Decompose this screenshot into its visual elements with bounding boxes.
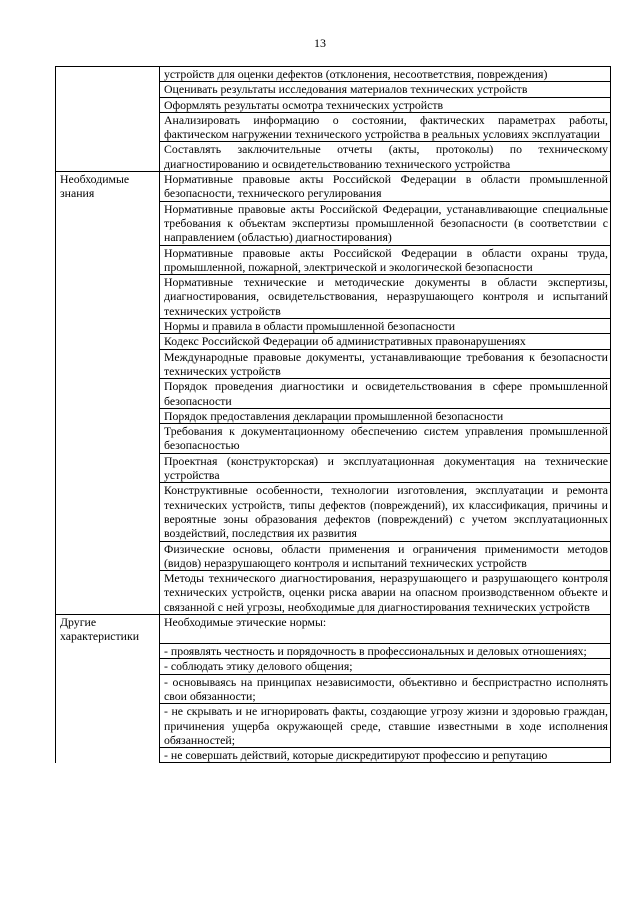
knowledge-item: Кодекс Российской Федерации об административных правонарушениях <box>160 334 611 349</box>
table-row <box>56 67 611 82</box>
table-body <box>56 67 611 763</box>
table-row <box>56 424 611 454</box>
knowledge-item: Нормативные правовые акты Российской Федерации в области охраны труда, промышленной, пожарной, электрической и экологической безопасности <box>160 245 611 275</box>
table-row <box>56 379 611 409</box>
table-row <box>56 704 611 748</box>
table-row <box>56 172 611 202</box>
other-item: - проявлять честность и порядочность в профессиональных и деловых отношениях; <box>160 644 611 659</box>
knowledge-item: Нормы и правила в области промышленной безопасности <box>160 319 611 334</box>
knowledge-item: Методы технического диагностирования, неразрушающего и разрушающего контроля технических устройств, оценки риска аварии на опасном производственном объекте и связанной с ней угрозы, необходимые для диагностирования технических устройств <box>160 571 611 615</box>
table-row <box>56 275 611 319</box>
continued_items-item: Анализировать информацию о состоянии, фактических параметрах работы, фактическом нагружении технического устройства в реальных условиях эксплуатации <box>160 112 611 142</box>
label-cell-empty <box>56 571 160 615</box>
table-row <box>56 97 611 112</box>
table-row <box>56 349 611 379</box>
table-row <box>56 659 611 674</box>
table-row <box>56 334 611 349</box>
label-cell-empty <box>56 201 160 245</box>
other-item: Необходимые этические нормы: <box>160 614 611 643</box>
continued_items-item: Оценивать результаты исследования материалов технических устройств <box>160 82 611 97</box>
label-cell-empty <box>56 245 160 275</box>
knowledge-item: Порядок предоставления декларации промышленной безопасности <box>160 408 611 423</box>
label-cell-empty <box>56 112 160 142</box>
label-cell-empty <box>56 82 160 97</box>
knowledge-item: Физические основы, области применения и ограничения применимости методов (видов) неразрушающего контроля и испытаний технических устройств <box>160 541 611 571</box>
table-row <box>56 245 611 275</box>
label-cell-empty <box>56 659 160 674</box>
knowledge-item: Проектная (конструкторская) и эксплуатационная документация на технические устройства <box>160 453 611 483</box>
knowledge-item: Порядок проведения диагностики и освидетельствования в сфере промышленной безопасности <box>160 379 611 409</box>
label-cell-empty <box>56 541 160 571</box>
other-item: - основываясь на принципах независимости, объективно и беспристрастно исполнять свои обязанности; <box>160 674 611 704</box>
label-cell-empty <box>56 408 160 423</box>
table-row <box>56 644 611 659</box>
label-cell-empty <box>56 97 160 112</box>
knowledge-item: Нормативные правовые акты Российской Федерации в области промышленной безопасности, технического регулирования <box>160 172 611 202</box>
table-row <box>56 82 611 97</box>
table-row <box>56 408 611 423</box>
other-item: - не скрывать и не игнорировать факты, создающие угрозу жизни и здоровью граждан, причинения ущерба окружающей среде, ставшие известными в ходе исполнения обязанностей; <box>160 704 611 748</box>
table-row <box>56 483 611 541</box>
label-cell-empty <box>56 483 160 541</box>
label-cell-empty <box>56 142 160 172</box>
label-cell-empty <box>56 453 160 483</box>
label-cell-empty <box>56 379 160 409</box>
knowledge-label: Необходимые знания <box>56 172 160 202</box>
table-row <box>56 112 611 142</box>
table-row <box>56 453 611 483</box>
knowledge-item: Международные правовые документы, устанавливающие требования к безопасности технических устройств <box>160 349 611 379</box>
label-cell-empty <box>56 644 160 659</box>
table-row <box>56 614 611 643</box>
knowledge-item: Конструктивные особенности, технологии изготовления, эксплуатации и ремонта технических устройств, типы дефектов (повреждений), их классификация, причины и вероятные зоны образования дефектов (повреждений) с учетом эксплуатационных воздействий, последствия их развития <box>160 483 611 541</box>
table-row <box>56 571 611 615</box>
label-cell-empty <box>56 704 160 748</box>
table-row <box>56 541 611 571</box>
label-cell-empty <box>56 424 160 454</box>
label-cell-empty <box>56 67 160 82</box>
other-label: Другие характеристики <box>56 614 160 643</box>
other-item: - соблюдать этику делового общения; <box>160 659 611 674</box>
page-number: 13 <box>314 36 326 50</box>
label-cell-empty <box>56 349 160 379</box>
continued_items-item: Оформлять результаты осмотра технических устройств <box>160 97 611 112</box>
table-row <box>56 142 611 172</box>
knowledge-item: Нормативные технические и методические документы в области экспертизы, диагностирования, освидетельствования, неразрушающего контроля и испытаний технических устройств <box>160 275 611 319</box>
label-cell-empty <box>56 748 160 763</box>
table-row <box>56 201 611 245</box>
other-item: - не совершать действий, которые дискредитируют профессию и репутацию <box>160 748 611 763</box>
knowledge-item: Требования к документационному обеспечению систем управления промышленной безопасностью <box>160 424 611 454</box>
label-cell-empty <box>56 674 160 704</box>
qualification-table <box>55 66 611 763</box>
continued_items-item: Составлять заключительные отчеты (акты, протоколы) по техническому диагностированию и освидетельствованию технического устройства <box>160 142 611 172</box>
knowledge-item: Нормативные правовые акты Российской Федерации, устанавливающие специальные требования к объектам экспертизы промышленной безопасности (в соответствии с направлением (областью) диагностирования) <box>160 201 611 245</box>
table-row <box>56 319 611 334</box>
table-row <box>56 674 611 704</box>
label-cell-empty <box>56 319 160 334</box>
continued_items-item: устройств для оценки дефектов (отклонения, несоответствия, повреждения) <box>160 67 611 82</box>
table-row <box>56 748 611 763</box>
label-cell-empty <box>56 275 160 319</box>
label-cell-empty <box>56 334 160 349</box>
